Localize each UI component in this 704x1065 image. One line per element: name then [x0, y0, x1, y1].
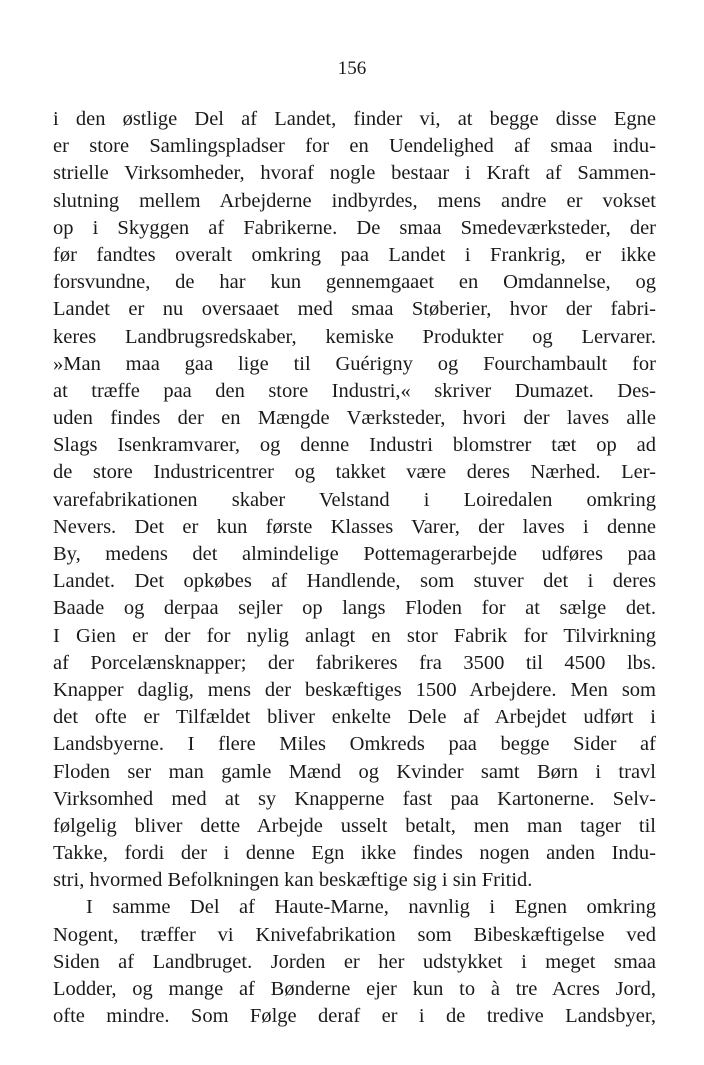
paragraph	[53, 894, 656, 1030]
text-line: Takke, fordi der i denne Egn ikke findes nogen anden Indu-	[53, 842, 656, 865]
text-line: uden findes der en Mængde Værksteder, hvori der laves alle	[53, 407, 656, 430]
text-line: I samme Del af Haute-Marne, navnlig i Egnen omkring	[86, 896, 656, 919]
body-text	[53, 106, 656, 1030]
text-line: i den østlige Del af Landet, finder vi, at begge disse Egne	[53, 108, 656, 130]
text-line: Siden af Landbruget. Jorden er her udstykket i meget smaa	[53, 950, 656, 973]
text-line: stri, hvormed Befolkningen kan beskæftige sig i sin Fritid.	[53, 869, 533, 892]
text-line: før fandtes overalt omkring paa Landet i Frankrig, er ikke	[53, 243, 656, 266]
text-line: at træffe paa den store Industri,« skriver Dumazet. Des-	[53, 379, 656, 402]
text-line: Landsbyerne. I flere Miles Omkreds paa begge Sider af	[53, 733, 656, 756]
text-line: »Man maa gaa lige til Guérigny og Fourchambault for	[53, 352, 656, 375]
text-line: Knapper daglig, mens der beskæftiges 1500 Arbejdere. Men som	[53, 678, 656, 701]
paragraph	[53, 106, 656, 894]
text-line: er store Samlingspladser for en Uendelighed af smaa indu-	[53, 135, 656, 158]
text-line: varefabrikationen skaber Velstand i Loiredalen omkring	[53, 488, 656, 511]
text-line: Baade og derpaa sejler op langs Floden for at sælge det.	[53, 597, 656, 620]
text-line: af Porcelænsknapper; der fabrikeres fra 3500 til 4500 lbs.	[53, 651, 656, 674]
text-line: de store Industricentrer og takket være deres Nærhed. Ler-	[53, 461, 656, 484]
text-line: slutning mellem Arbejderne indbyrdes, mens andre er vokset	[53, 189, 656, 212]
text-line: Landet er nu oversaaet med smaa Støberier, hvor der fabri-	[53, 298, 656, 321]
text-line: strielle Virksomheder, hvoraf nogle bestaar i Kraft af Sammen-	[53, 162, 656, 185]
text-line: ofte mindre. Som Følge deraf er i de tredive Landsbyer,	[53, 1005, 656, 1028]
text-line: keres Landbrugsredskaber, kemiske Produkter og Lervarer.	[53, 325, 656, 348]
text-line: Floden ser man gamle Mænd og Kvinder samt Børn i travl	[53, 760, 656, 783]
text-line: Nogent, træffer vi Knivefabrikation som Bibeskæftigelse ved	[53, 923, 656, 946]
text-line: forsvundne, de har kun gennemgaaet en Omdannelse, og	[53, 271, 656, 294]
text-line: Lodder, og mange af Bønderne ejer kun to à tre Acres Jord,	[53, 978, 656, 1000]
text-line: I Gien er der for nylig anlagt en stor Fabrik for Tilvirkning	[53, 624, 656, 647]
text-line: Landet. Det opkøbes af Handlende, som stuver det i deres	[53, 570, 656, 593]
text-line: følgelig bliver dette Arbejde usselt betalt, men man tager til	[53, 814, 656, 837]
text-line: det ofte er Tilfældet bliver enkelte Dele af Arbejdet udført i	[53, 706, 656, 729]
text-line: op i Skyggen af Fabrikerne. De smaa Smedeværksteder, der	[53, 216, 656, 239]
page-number: 156	[337, 58, 367, 79]
text-line: Virksomhed med at sy Knapperne fast paa Kartonerne. Selv-	[53, 787, 656, 810]
text-line: Slags Isenkramvarer, og denne Industri blomstrer tæt op ad	[53, 434, 656, 457]
text-line: Nevers. Det er kun første Klasses Varer, der laves i denne	[53, 515, 656, 538]
text-line: By, medens det almindelige Pottemagerarbejde udføres paa	[53, 543, 656, 565]
